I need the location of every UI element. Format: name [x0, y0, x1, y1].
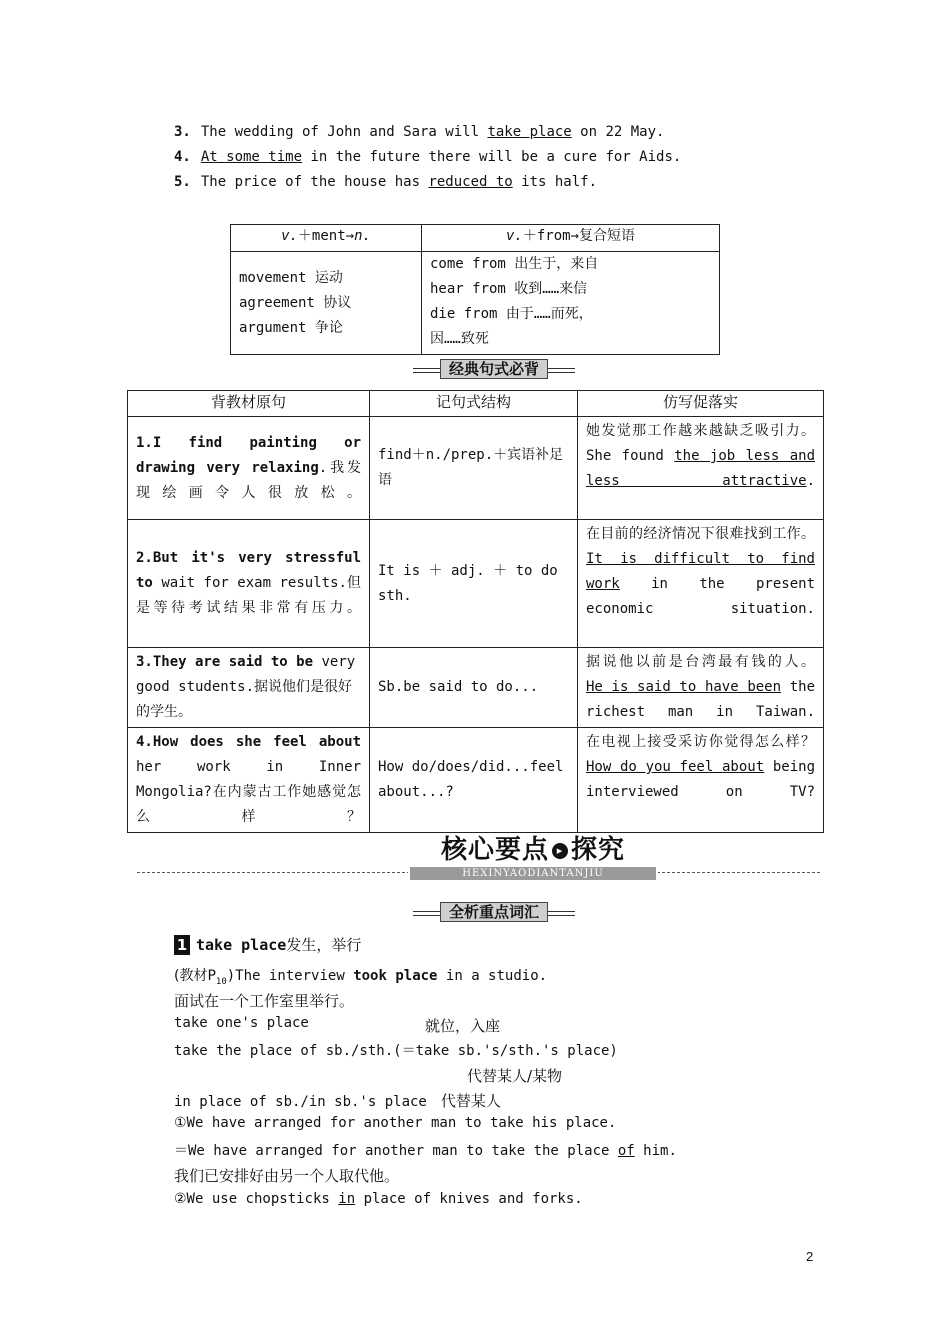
table-cell: Sb.be said to do... [370, 648, 578, 728]
example-sentence-1: ①We have arranged for another man to take his place. [174, 1115, 617, 1131]
table-cell: 在电视上接受采访你觉得怎么样？ How do you feel about being interviewed on TV? [578, 728, 824, 833]
vocab-heading: 1 take place发生，举行 [174, 934, 361, 955]
table-cell: It is ＋ adj. ＋ to do sth. [370, 520, 578, 648]
table-cell: 在目前的经济情况下很难找到工作。 It is difficult to find work in the present economic situation. [578, 520, 824, 648]
example-translation: 面试在一个工作室里举行。 [174, 992, 355, 1010]
table-row: 2.But it's very stressful to wait for exam results.但是等待考试结果非常有压力。 [128, 520, 370, 648]
word-formation-table [230, 224, 720, 355]
table-cell: 据说他以前是台湾最有钱的人。 He is said to have been the richest man in Taiwan. [578, 648, 824, 728]
phrase-2: take the place of sb./sth.(＝take sb.'s/sth.'s place) [174, 1043, 618, 1059]
sentence-pattern-table [127, 390, 824, 833]
example-sentence-2: ②We use chopsticks in place of knives and forks. [174, 1191, 583, 1207]
example-sentence-1-alt: ＝We have arranged for another man to take the place of him. [174, 1143, 677, 1159]
table-header: v.＋ment→n. [231, 225, 422, 252]
example-sentence-translation: 我们已安排好由另一个人取代他。 [174, 1167, 400, 1185]
phrase-1: take one's place [174, 1015, 309, 1031]
table-cell: find＋n./prep.＋宾语补足语 [370, 417, 578, 520]
item-number-badge: 1 [174, 935, 190, 955]
phrase-2-meaning: 代替某人/某物 [467, 1067, 563, 1085]
table-row: 1.I find painting or drawing very relaxing.我发现绘画令人很放松。 [128, 417, 370, 520]
section-banner-vocabulary: 全析重点词汇 [413, 902, 575, 922]
phrase-list: come from 出生于，来自 hear from 收到……来信 die from 由于……而死， 因……致死 [422, 252, 720, 355]
page-number: 2 [806, 1249, 814, 1264]
word-list: movement 运动 agreement 协议 argument 争论 [231, 252, 422, 355]
example-line-3: 3. The wedding of John and Sara will take place on 22 May. [174, 124, 665, 140]
section-title: 核心要点 ▸ 探究 HEXINYAODIANTANJIU [408, 834, 658, 882]
phrase-1-meaning: 就位，入座 [425, 1017, 501, 1035]
table-header: 记句式结构 [370, 391, 578, 417]
table-header: v.＋from→复合短语 [422, 225, 720, 252]
section-banner-sentences: 经典句式必背 [413, 359, 575, 379]
arrow-icon: ▸ [552, 843, 568, 859]
phrase-3: in place of sb./in sb.'s place 代替某人 [174, 1092, 501, 1110]
table-cell: How do/does/did...feel about...? [370, 728, 578, 833]
table-header: 背教材原句 [128, 391, 370, 417]
table-row: 3.They are said to be very good students.据说他们是很好的学生。 [128, 648, 370, 728]
example-line-4: 4. At some time in the future there will be a cure for Aids. [174, 149, 682, 165]
table-header: 仿写促落实 [578, 391, 824, 417]
table-row: 4.How does she feel about her work in Inner Mongolia?在内蒙古工作她感觉怎么样？ [128, 728, 370, 833]
table-cell: 她发觉那工作越来越缺乏吸引力。 She found the job less and less attractive. [578, 417, 824, 520]
example-line-5: 5. The price of the house has reduced to its half. [174, 174, 598, 190]
textbook-example: (教材$P_{10})The$ interview took place in a studio. [174, 968, 548, 987]
